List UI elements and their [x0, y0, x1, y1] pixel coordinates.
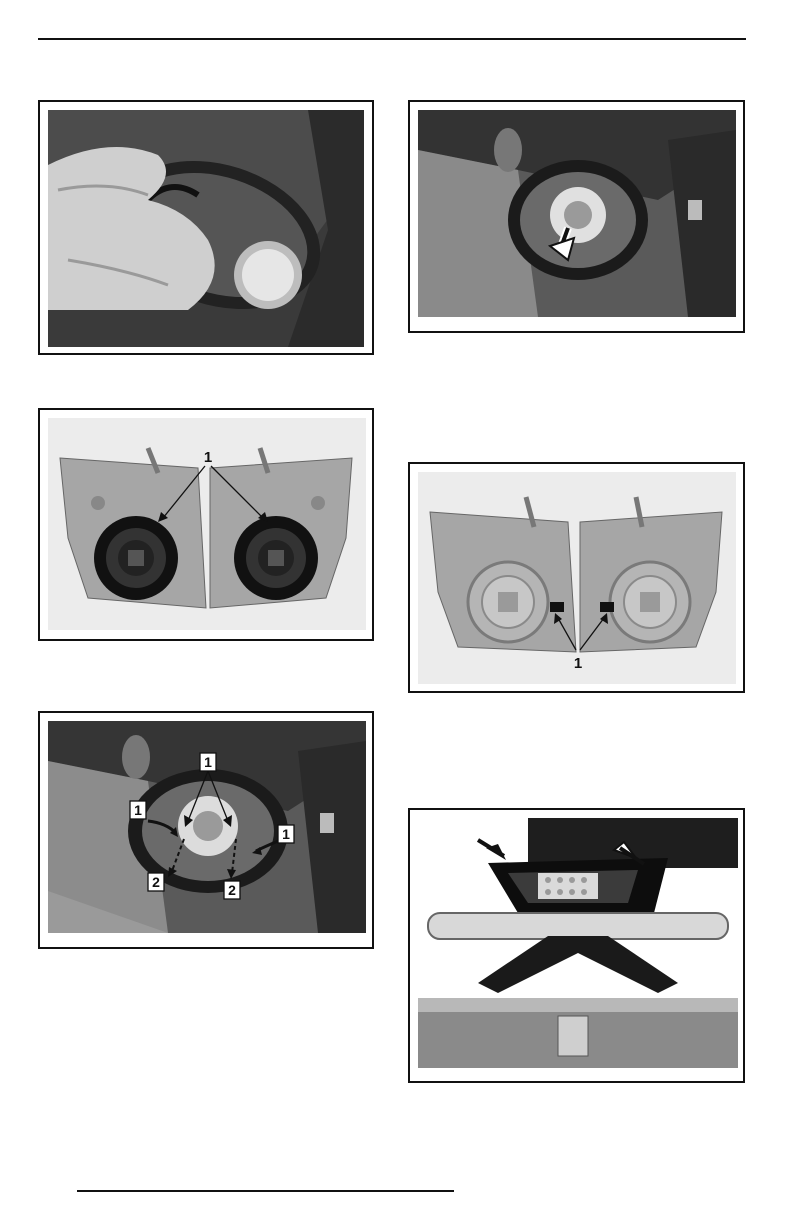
photo-bulb-retaining-clip	[48, 721, 366, 933]
figure-bulb-retaining-clip	[38, 711, 374, 949]
photo-headlamp-rear-covers	[48, 418, 366, 630]
figure-gauge-removal	[38, 100, 374, 355]
callout-1-right: 1	[282, 826, 290, 842]
figure-taillight	[408, 808, 745, 1083]
photo-gauge-removal	[48, 110, 364, 347]
photo-taillight	[418, 818, 738, 1068]
callout-1-left: 1	[134, 802, 142, 818]
callout-1: 1	[573, 655, 583, 672]
callout-2-left: 2	[152, 874, 160, 890]
callout-1: 1	[203, 449, 213, 466]
callout-2-right: 2	[228, 882, 236, 898]
header-rule	[38, 38, 746, 40]
figure-headlamp-rear-covers	[38, 408, 374, 641]
photo-headlamp-bulb-pull	[418, 110, 736, 317]
footer-rule	[77, 1190, 454, 1192]
figure-headlamp-bulb-pull	[408, 100, 745, 333]
photo-headlamp-rear-clips	[418, 472, 736, 684]
figure-headlamp-rear-clips	[408, 462, 745, 693]
callout-1-top: 1	[204, 754, 212, 770]
